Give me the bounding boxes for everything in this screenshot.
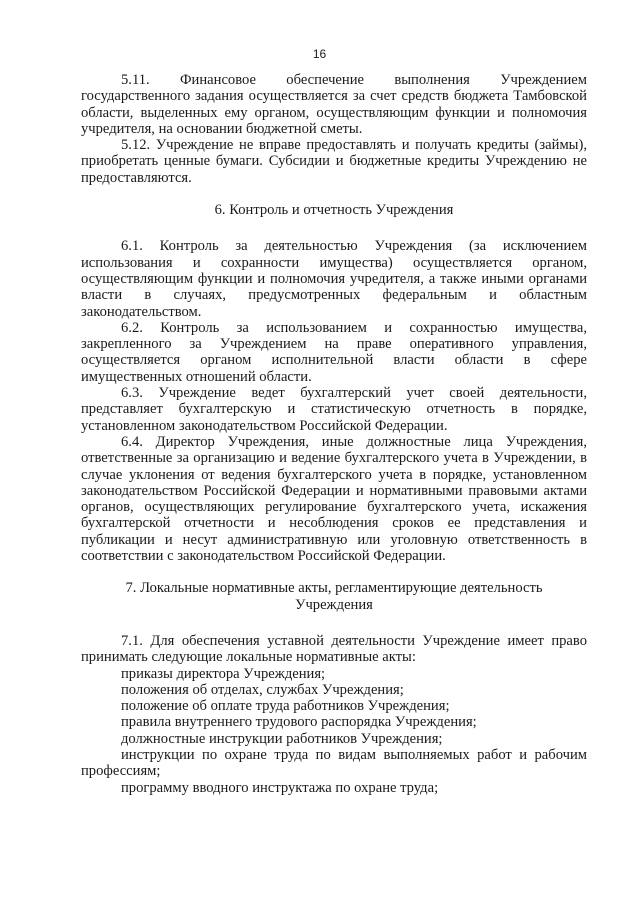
list-item: положение об оплате труда работников Учреждения; [121, 698, 450, 715]
list-item: должностные инструкции работников Учреждения; [121, 730, 443, 747]
list-item: правила внутреннего трудового распорядка Учреждения; [121, 714, 477, 731]
section-heading-7-line2: Учреждения [295, 596, 373, 613]
paragraph-7-1: 7.1. Для обеспечения уставной деятельности Учреждение имеет право принимать следующие локальные нормативные акты: [81, 632, 587, 666]
section-heading-7-line1: 7. Локальные нормативные акты, регламентирующие деятельность [125, 580, 543, 597]
list-item: инструкции по охране труда по видам выполняемых работ и рабочим профессиям; [81, 746, 587, 780]
document-body [81, 72, 587, 796]
paragraph-6-4: 6.4. Директор Учреждения, иные должностные лица Учреждения, ответственные за организацию и ведение бухгалтерского учета в Учреждении, в случае уклонения от ведения бухгалтерского учета в порядке, установленном законодательством Российской Федерации и нормативными правовыми актами органов, осуществляющих регулирование бухгалтерского учета, искажения бухгалтерской отчетности и несоблюдения сроков ее представления и публикации и несут административную или уголовную ответственность в соответствии с законодательством Российской Федерации. [81, 433, 587, 565]
section-heading-6: 6. Контроль и отчетность Учреждения [214, 202, 454, 219]
list-item: положения об отделах, службах Учреждения; [121, 681, 404, 698]
list-item: программу вводного инструктажа по охране труда; [121, 779, 439, 796]
page-number: 16 [312, 47, 327, 61]
paragraph-5-11: 5.11. Финансовое обеспечение выполнения Учреждением государственного задания осуществляется за счет средств бюджета Тамбовской области, выделенных ему органом, осуществляющим функции и полномочия учредителя, на основании бюджетной сметы. [81, 72, 587, 137]
paragraph-6-3: 6.3. Учреждение ведет бухгалтерский учет своей деятельности, представляет бухгалтерскую и статистическую отчетность в порядке, установленном законодательством Российской Федерации. [81, 385, 587, 434]
section-heading-7 [81, 580, 587, 613]
paragraph-6-2: 6.2. Контроль за использованием и сохранностью имущества, закрепленного за Учреждением на праве оперативного управления, осуществляется органом исполнительной власти области в сфере имущественных отношений области. [81, 319, 587, 385]
paragraph-6-1: 6.1. Контроль за деятельностью Учреждения (за исключением использования и сохранности имущества) осуществляется органом, осуществляющим функции и полномочия учредителя, а также иными органами власти в случаях, предусмотренных федеральным и областным законодательством. [81, 238, 587, 320]
paragraph-5-12: 5.12. Учреждение не вправе предоставлять и получать кредиты (займы), приобретать ценные бумаги. Субсидии и бюджетные кредиты Учреждению не предоставляются. [81, 137, 587, 186]
list-item: приказы директора Учреждения; [121, 665, 326, 682]
